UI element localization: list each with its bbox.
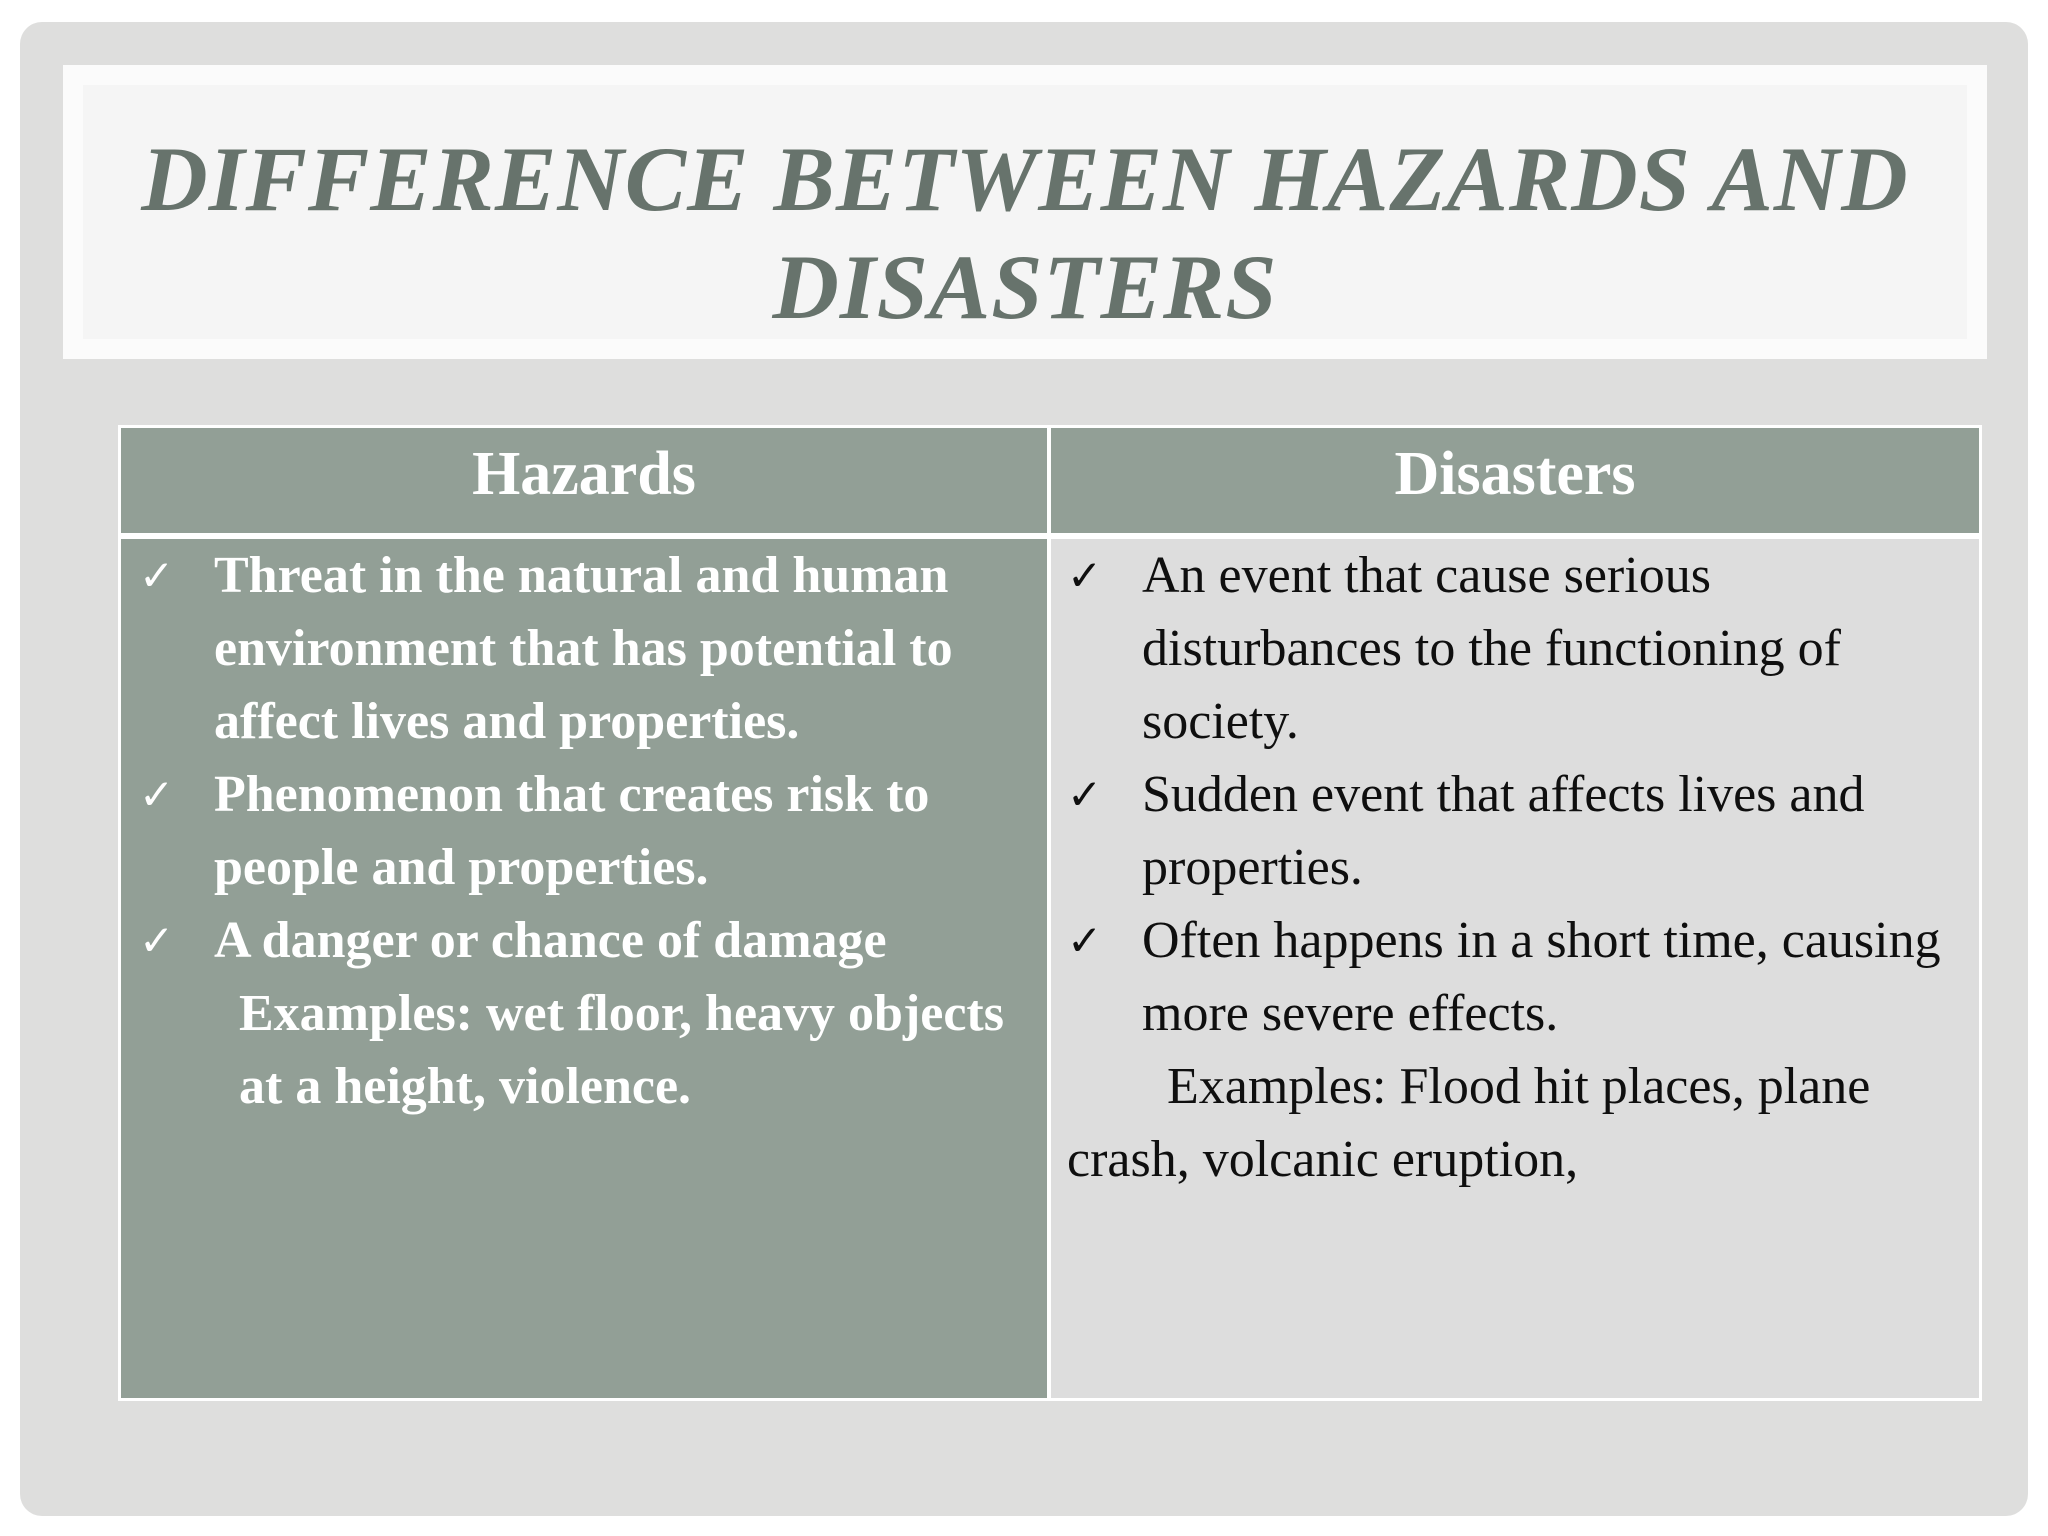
checkmark-icon: ✓ (1067, 551, 1103, 600)
header-disasters: Disasters (1394, 440, 1636, 508)
hazard-item-text: Phenomenon that creates risk to people and properties. (214, 766, 930, 896)
disaster-item-text: An event that cause serious disturbances to the functioning of society. (1142, 547, 1841, 750)
checkmark-icon: ✓ (1067, 770, 1103, 819)
header-hazards: Hazards (472, 440, 696, 508)
title-line-2: DISASTERS (772, 236, 1278, 338)
checkmark-icon: ✓ (1067, 916, 1103, 965)
hazards-cell (121, 539, 1047, 1398)
comparison-table (118, 425, 1982, 1401)
disasters-list (1067, 539, 1967, 1196)
disaster-item-text: Often happens in a short time, causing more severe effects. (1142, 912, 1941, 1042)
disaster-item-text: Sudden event that affects lives and properties. (1142, 766, 1865, 896)
title-line-1: DIFFERENCE BETWEEN HAZARDS AND (141, 128, 1909, 230)
disaster-examples: Examples: Flood hit places, plane crash, volcanic eruption, (1067, 1058, 1871, 1188)
checkmark-icon: ✓ (139, 916, 175, 965)
column-divider (1047, 428, 1051, 1398)
checkmark-icon: ✓ (139, 551, 175, 600)
hazards-list (139, 539, 1039, 1123)
hazard-examples: Examples: wet floor, heavy objects at a height, violence. (239, 985, 1004, 1115)
title-box (63, 65, 1987, 359)
list-item (1067, 758, 1967, 904)
hazard-item-text: A danger or chance of damage (214, 912, 887, 969)
list-item (139, 539, 1039, 758)
disasters-cell (1051, 539, 1979, 1398)
list-item (139, 758, 1039, 904)
list-item (139, 904, 1039, 1123)
checkmark-icon: ✓ (139, 770, 175, 819)
list-item (1067, 904, 1967, 1196)
hazard-item-text: Threat in the natural and human environment that has potential to affect lives and properties. (214, 547, 953, 750)
slide-title (83, 125, 1967, 341)
list-item (1067, 539, 1967, 758)
